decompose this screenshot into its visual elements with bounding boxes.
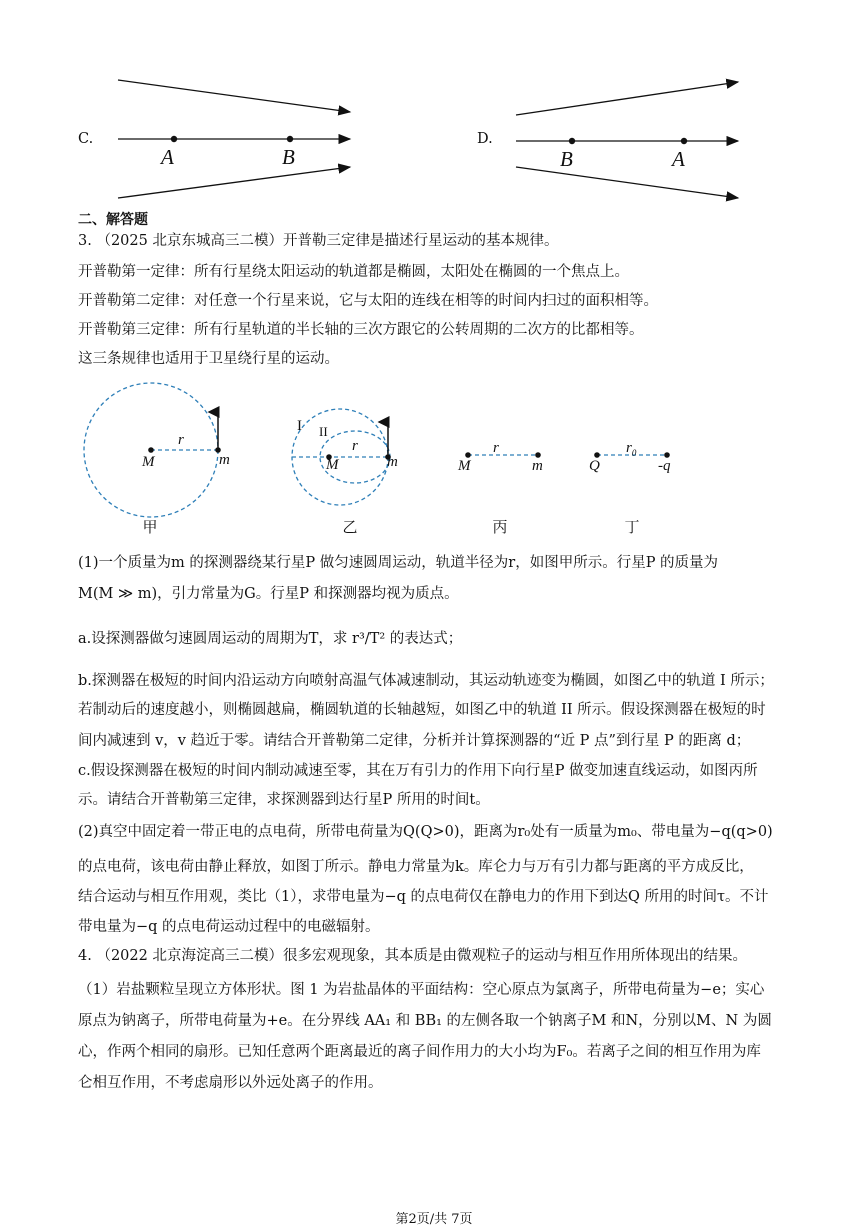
q3-part-b-2: 若制动后的速度越小，则椭圆越扁，椭圆轨道的长轴越短，如图乙中的轨道 II 所示。假设探测器在极短的时: [78, 702, 766, 718]
kepler-law-3: 开普勒第三定律：所有行星轨道的半长轴的三次方跟它的公转周期的二次方的比都相等。: [78, 322, 644, 338]
fig-yi-orbit-2: II: [319, 424, 328, 439]
fig-yi-r: r: [352, 438, 358, 454]
q3-part2-1: (2)真空中固定着一带正电的点电荷，所带电荷量为Q(Q>0)，距离为r₀处有一质量为m₀、带电量为−q(q>0): [78, 824, 773, 840]
kepler-law-2: 开普勒第二定律：对任意一个行星来说，它与太阳的连线在相等的时间内扫过的面积相等。: [78, 293, 658, 309]
caption-yi: 乙: [342, 518, 358, 536]
fig-yi-m: m: [387, 454, 398, 470]
fig-yi-M: M: [326, 457, 339, 473]
fig-ding-r0-text: r: [626, 440, 632, 456]
fig-jia-m: m: [219, 452, 230, 468]
q3-header: 3. （2025 北京东城高三二模）开普勒三定律是描述行星运动的基本规律。: [78, 233, 559, 249]
option-c-diagram: [110, 70, 360, 205]
q3-part2-3: 结合运动与相互作用观，类比（1），求带电量为−q 的点电荷仅在静电力的作用下到达Q 所用的时间τ。不计: [78, 889, 769, 905]
fig-bing-r: r: [493, 440, 499, 456]
kepler-note: 这三条规律也适用于卫星绕行星的运动。: [78, 351, 339, 367]
fig-jia-M: M: [142, 454, 155, 470]
q3-part1-line1: (1)一个质量为m 的探测器绕某行星P 做匀速圆周运动，轨道半径为r，如图甲所示。行星P 的质量为: [78, 555, 719, 571]
fig-ding-r0: [626, 440, 636, 458]
q3-part-b-1: b.探测器在极短的时间内沿运动方向喷射高温气体减速制动，其运动轨迹变为椭圆，如图乙中的轨道 I 所示；: [78, 673, 774, 689]
caption-ding: 丁: [624, 518, 640, 536]
fig-yi-orbit-1: I: [297, 418, 302, 434]
page-footer: 第2页/共 7页: [395, 1212, 473, 1227]
q3-part2-2: 的点电荷，该电荷由静止释放，如图丁所示。静电力常量为k。库仑力与万有引力都与距离的平方成反比，: [78, 859, 754, 875]
kepler-law-1: 开普勒第一定律：所有行星绕太阳运动的轨道都是椭圆，太阳处在椭圆的一个焦点上。: [78, 264, 629, 280]
point-a-label: A: [161, 145, 174, 169]
q3-part-c-2: 示。请结合开普勒第三定律，求探测器到达行星P 所用的时间t。: [78, 792, 490, 808]
q4-part1-4: 仑相互作用，不考虑扇形以外远处离子的作用。: [78, 1075, 383, 1091]
point-b-label-d: B: [560, 147, 573, 171]
q3-part-b-3: 间内减速到 v，v 趋近于零。请结合开普勒第二定律，分析并计算探测器的“近 P 点”到行星 P 的距离 d；: [78, 733, 751, 749]
fig-bing-M: M: [458, 458, 471, 474]
q4-part1-1: （1）岩盐颗粒呈现立方体形状。图 1 为岩盐晶体的平面结构：空心原点为氯离子，所带电荷量为−e；实心: [78, 982, 765, 998]
fig-ding-Q: Q: [589, 458, 600, 474]
option-c-label: C.: [78, 131, 94, 147]
q3-part2-4: 带电量为−q 的点电荷运动过程中的电磁辐射。: [78, 919, 380, 935]
fig-jia-r: r: [178, 432, 184, 448]
q4-header: 4. （2022 北京海淀高三二模）很多宏观现象，其本质是由微观粒子的运动与相互作用所体现出的结果。: [78, 948, 747, 964]
fig-ding-neg-q: -q: [658, 458, 671, 474]
caption-bing: 丙: [492, 518, 508, 536]
q3-part1-line2: M(M ≫ m)，引力常量为G。行星P 和探测器均视为质点。: [78, 586, 459, 602]
point-a-label-d: A: [672, 147, 685, 171]
option-d-diagram: [508, 70, 748, 205]
q3-part-a: a.设探测器做匀速圆周运动的周期为T，求 r³/T² 的表达式；: [78, 631, 463, 647]
point-b-label: B: [282, 145, 295, 169]
fig-ding-r0-sub: 0: [631, 448, 637, 458]
option-d-label: D.: [477, 131, 493, 147]
caption-jia: 甲: [142, 518, 158, 536]
q4-part1-3: 心，作两个相同的扇形。已知任意两个距离最近的离子间作用力的大小均为F₀。若离子之间的相互作用为库: [78, 1044, 761, 1060]
section-title: 二、解答题: [78, 212, 148, 228]
q4-part1-2: 原点为钠离子，所带电荷量为+e。在分界线 AA₁ 和 BB₁ 的左侧各取一个钠离子M 和N，分别以M、N 为圆: [78, 1013, 772, 1029]
fig-bing-m: m: [532, 458, 543, 474]
q3-part-c-1: c.假设探测器在极短的时间内制动减速至零，其在万有引力的作用下向行星P 做变加速直线运动，如图丙所: [78, 763, 758, 779]
